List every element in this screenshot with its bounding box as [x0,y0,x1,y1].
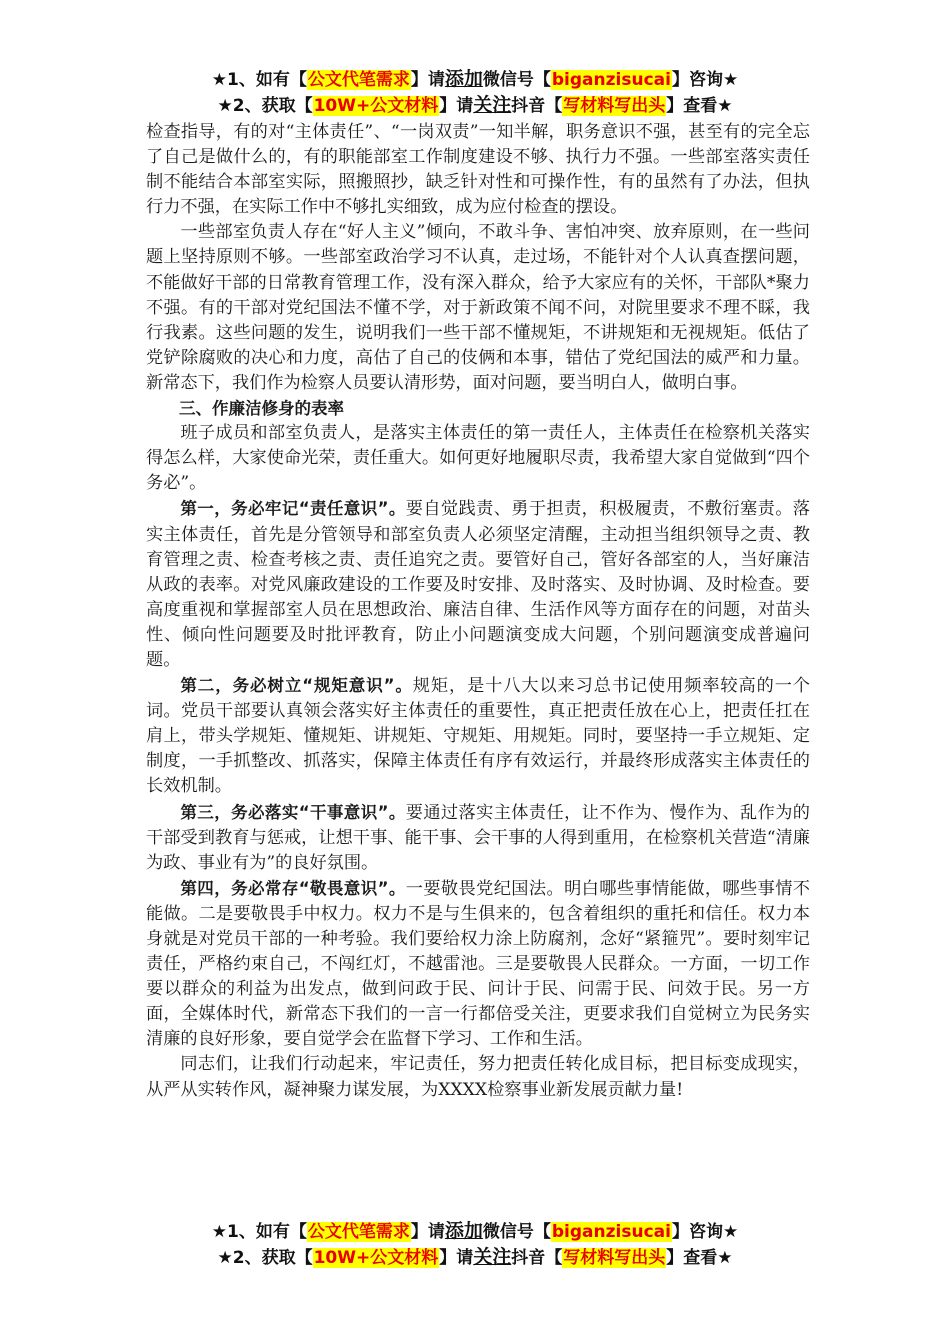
highlight-materials: 10W+公文材料 [313,96,439,116]
highlight-wechat-id: biganzisucai [551,70,671,90]
lead-responsibility: 第一，务必牢记“责任意识”。 [180,499,406,519]
emphasis-follow: 关注 [473,94,512,116]
highlight-douyin: 写材料写出头 [563,96,666,116]
paragraph-6: 第三，务必落实“干事意识”。要通过落实主体责任，让不作为、慢作为、乱作为的干部受到教育与惩戒，让想干事、能干事、会干事的人得到重用，在检察机关营造“清廉为政、事业有为”的良好氛围。 [146,802,810,873]
paragraph-3: 班子成员和部室负责人，是落实主体责任的第一责任人，主体责任在检察机关落实得怎么样，大家使命光荣，责任重大。如何更好地履职尽责，我希望大家自觉做到“四个务必”。 [146,423,810,494]
highlight-ghostwriting: 公文代笔需求 [307,70,410,90]
emphasis-add: 添加 [444,1220,483,1242]
banner-line-2: ★2、获取【10W+公文材料】请关注抖音【写材料写出头】查看★ [217,94,733,116]
top-banner [0,66,950,118]
lead-work: 第三，务必落实“干事意识”。 [180,802,406,822]
bottom-banner [0,1218,950,1270]
highlight-ghostwriting: 公文代笔需求 [307,1222,410,1242]
paragraph-2: 一些部室负责人存在“好人主义”倾向，不敢斗争、害怕冲突、放弃原则，在一些问题上坚持原则不够。一些部室政治学习不认真，走过场，不能针对个人认真查摆问题，不能做好干部的日常教育管理工作，没有深入群众，给予大家应有的关怀，干部队*聚力不强。有的干部对党纪国法不懂不学，对于新政策不闻不问，对院里要求不理不睬，我行我素。这些问题的发生，说明我们一些干部不懂规矩，不讲规矩和无视规矩。低估了党铲除腐败的决心和力度，高估了自己的伎俩和本事，错估了党纪国法的威严和力量。新常态下，我们作为检察人员要认清形势，面对问题，要当明白人，做明白事。 [146,222,810,393]
banner-line-1: ★1、如有【公文代笔需求】请添加微信号【biganzisucai】咨询★ [211,68,739,90]
paragraph-5: 第二，务必树立“规矩意识”。规矩，是十八大以来习总书记使用频率较高的一个词。党员干部要认真领会落实好主体责任的重要性，真正把责任放在心上，把责任扛在肩上，带头学规矩、懂规矩、讲规矩、守规矩、用规矩。同时，要坚持一手立规矩、定制度，一手抓整改、抓落实，保障主体责任有序有效运行，并最终形成落实主体责任的长效机制。 [146,676,810,797]
emphasis-add: 添加 [444,68,483,90]
highlight-wechat-id: biganzisucai [551,1222,671,1242]
document-body [146,120,810,1103]
paragraph-8: 同志们，让我们行动起来，牢记责任，努力把责任转化成目标，把目标变成现实，从严从实转作风，凝神聚力谋发展，为XXXX检察事业新发展贡献力量! [146,1054,810,1100]
lead-rules: 第二，务必树立“规矩意识”。 [180,676,413,696]
highlight-douyin: 写材料写出头 [563,1248,666,1268]
paragraph-4: 第一，务必牢记“责任意识”。要自觉践责、勇于担责，积极履责，不敷衍塞责。落实主体责任，首先是分管领导和部室负责人必须坚定清醒，主动担当组织领导之责、教育管理之责、检查考核之责、责任追究之责。要管好自己，管好各部室的人，当好廉洁从政的表率。对党风廉政建设的工作要及时安排、及时落实、及时协调、及时检查。要高度重视和掌握部室人员在思想政治、廉洁自律、生活作风等方面存在的问题，对苗头性、倾向性问题要及时批评教育，防止小问题演变成大问题，个别问题演变成普遍问题。 [146,499,810,670]
paragraph-7: 第四，务必常存“敬畏意识”。一要敬畏党纪国法。明白哪些事情能做，哪些事情不能做。二是要敬畏手中权力。权力不是与生俱来的，包含着组织的重托和信任。权力本身就是对党员干部的一种考验。我们要给权力涂上防腐剂，念好“紧箍咒”。要时刻牢记责任，严格约束自己，不闯红灯，不越雷池。三是要敬畏人民群众。一方面，一切工作要以群众的利益为出发点，做到问政于民、问计于民、问需于民、问效于民。另一方面，全媒体时代，新常态下我们的一言一行都倍受关注，更要求我们自觉树立为民务实清廉的良好形象，要自觉学会在监督下学习、工作和生活。 [146,878,810,1050]
section-heading-3: 三、作廉洁修身的表率 [179,399,344,419]
lead-reverence: 第四，务必常存“敬畏意识”。 [180,878,406,898]
banner-line-2: ★2、获取【10W+公文材料】请关注抖音【写材料写出头】查看★ [217,1246,733,1268]
emphasis-follow: 关注 [473,1246,512,1268]
banner-line-1: ★1、如有【公文代笔需求】请添加微信号【biganzisucai】咨询★ [211,1220,739,1242]
paragraph-1: 检查指导，有的对“主体责任”、“一岗双责”一知半解，职务意识不强，甚至有的完全忘了自己是做什么的，有的职能部室工作制度建设不够、执行力不强。一些部室落实责任制不能结合本部室实际，照搬照抄，缺乏针对性和可操作性，有的虽然有了办法，但执行力不强，在实际工作中不够扎实细致，成为应付检查的摆设。 [146,122,810,218]
highlight-materials: 10W+公文材料 [313,1248,439,1268]
